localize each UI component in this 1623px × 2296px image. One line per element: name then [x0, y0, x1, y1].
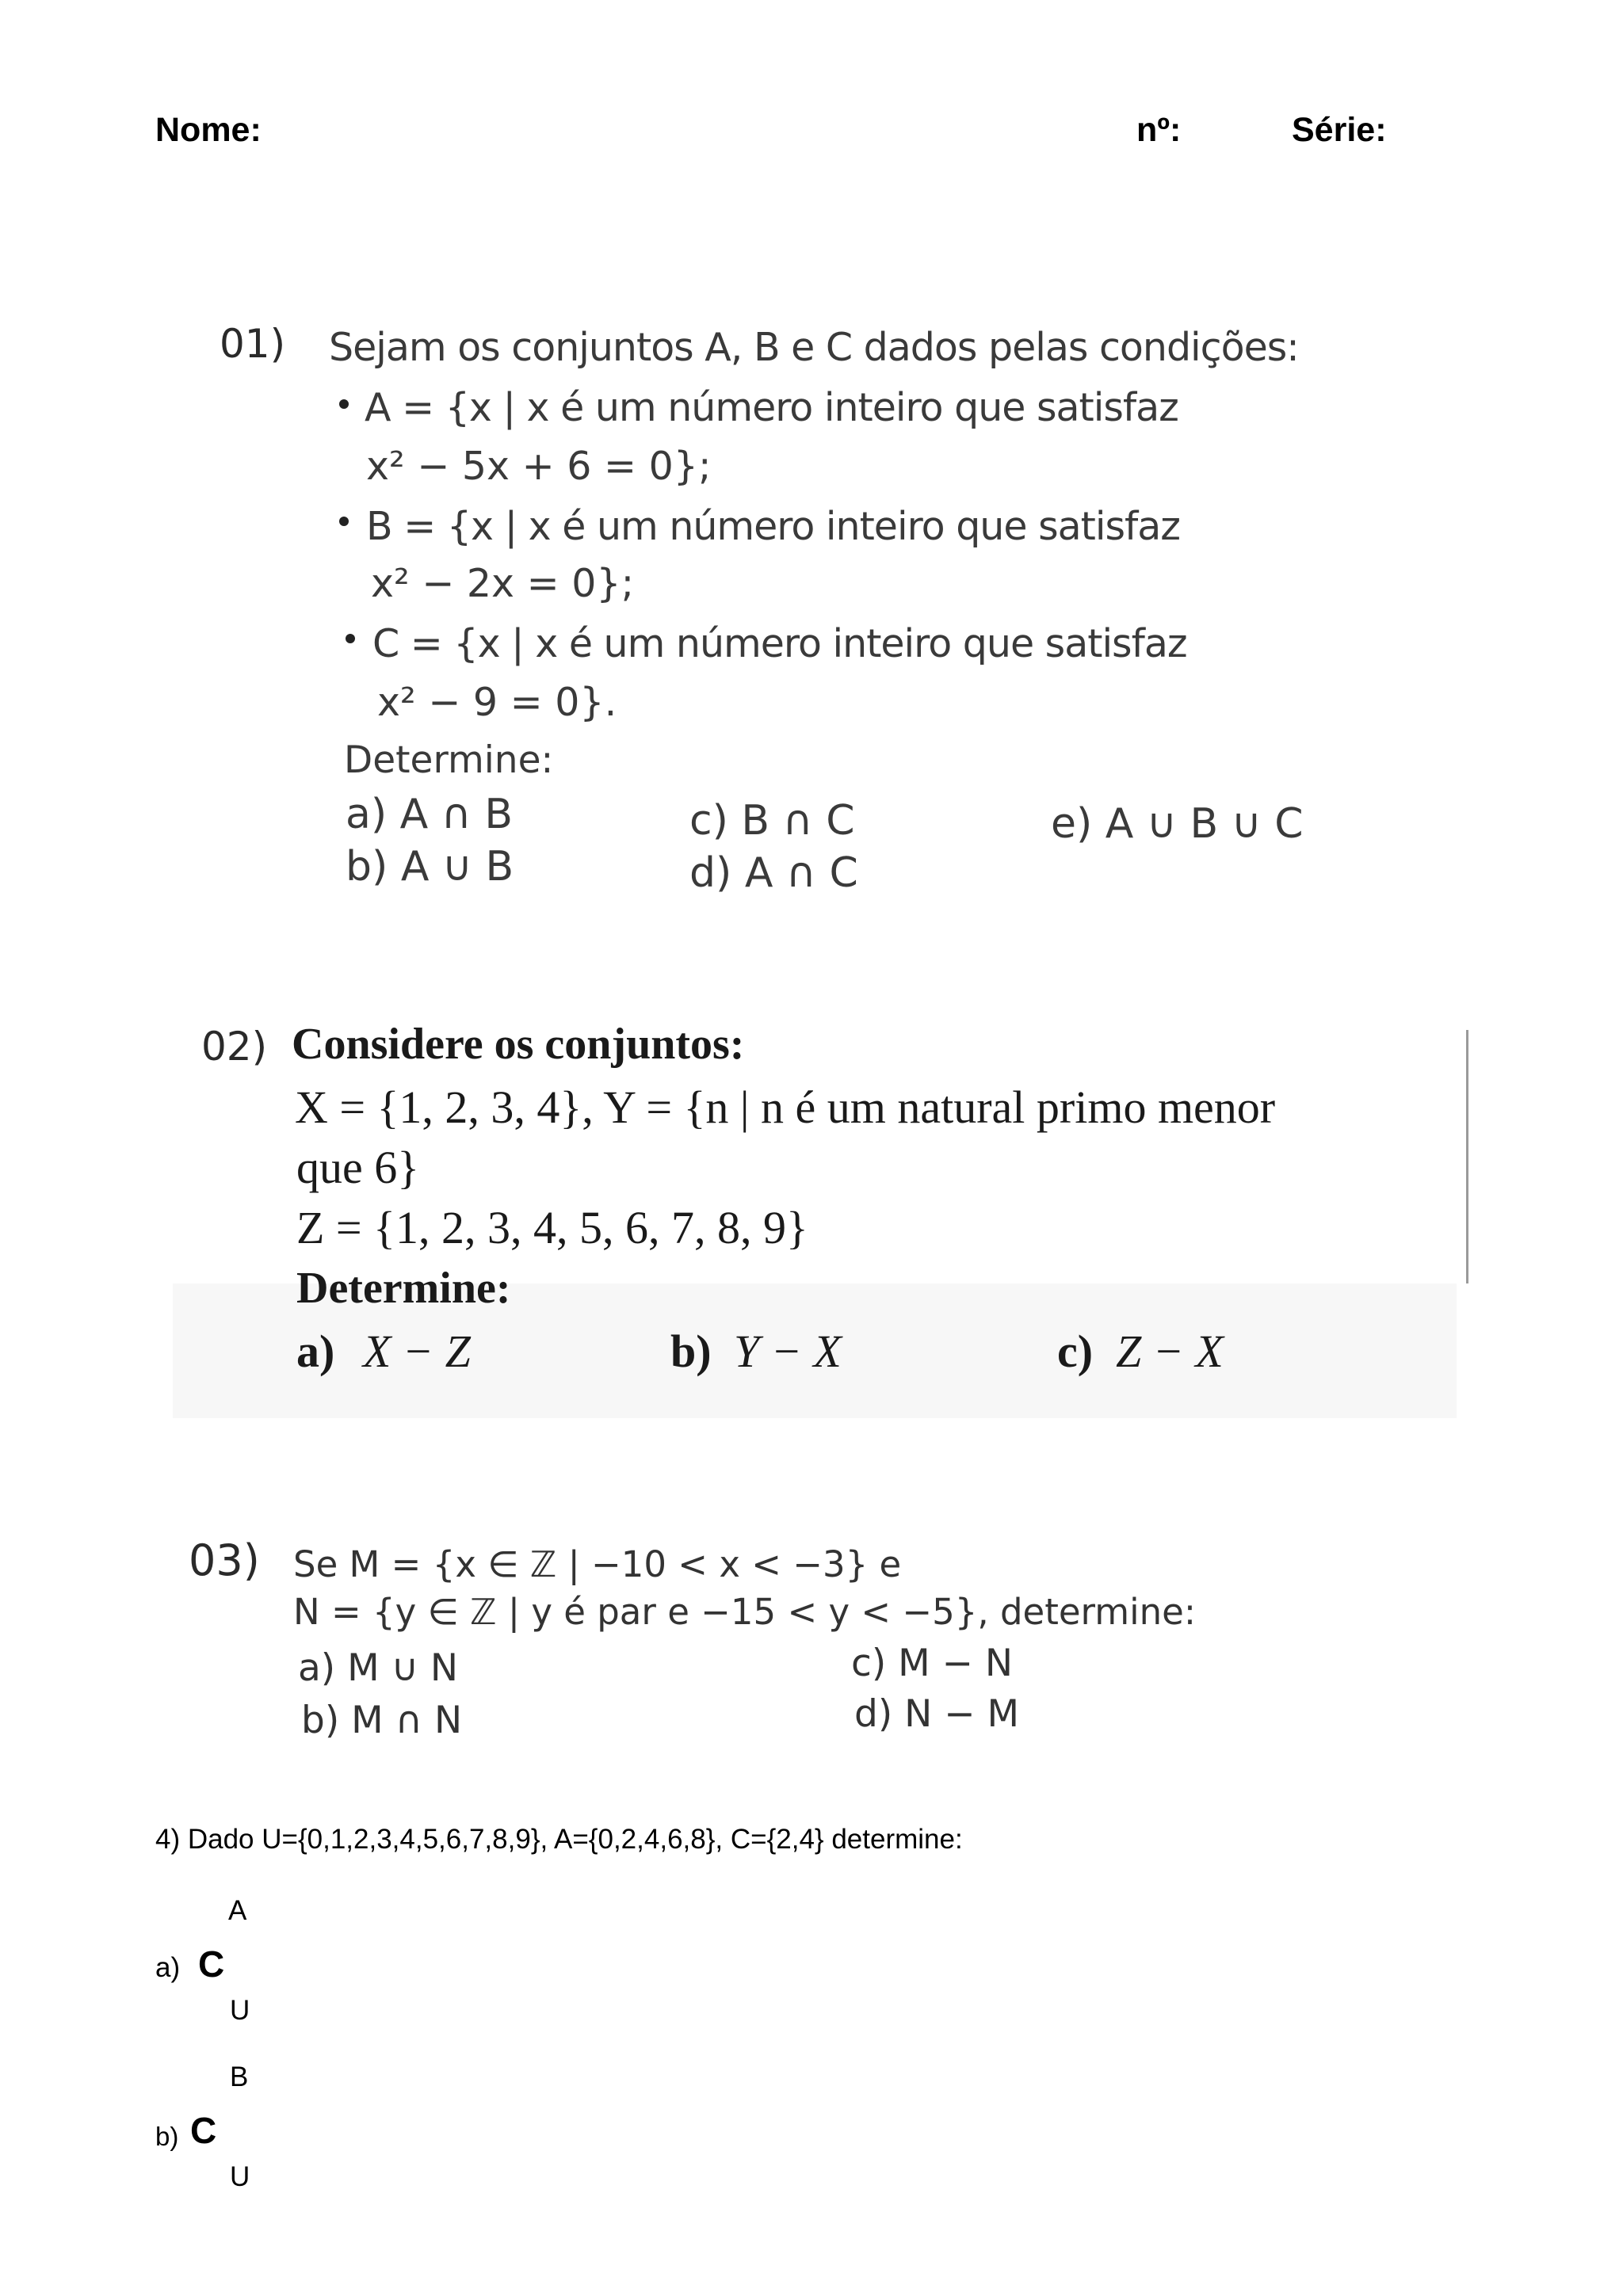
q3-item-a: a) M ∪ N	[298, 1646, 459, 1690]
q1-set-a-line1: A = {x | x é um número inteiro que satisfaz	[365, 385, 1178, 430]
q2-line1: X = {1, 2, 3, 4}, Y = {n | n é um natural primo menor	[295, 1081, 1276, 1133]
q4-b-label: b)	[155, 2122, 179, 2151]
q3-item-d: d) N − M	[854, 1692, 1020, 1736]
q3-item-c: c) M − N	[851, 1642, 1014, 1685]
q2-number: 02)	[201, 1024, 268, 1070]
q1-set-a-line2: x² − 5x + 6 = 0};	[366, 444, 712, 489]
q2-item-a-expr: X − Z	[363, 1325, 471, 1377]
q3-line2: N = {y ∈ ℤ | y é par e −15 < y < −5}, determine:	[293, 1591, 1196, 1633]
q4-b-sub: U	[230, 2161, 250, 2192]
q4-a-label: a)	[155, 1952, 181, 1983]
q1-determine: Determine:	[344, 738, 554, 782]
q2-determine: Determine:	[296, 1264, 511, 1313]
bullet-c	[346, 634, 355, 643]
grade-label: Série:	[1292, 111, 1387, 149]
q2-intro: Considere os conjuntos:	[292, 1020, 745, 1069]
q1-number: 01)	[220, 321, 286, 367]
q1-item-d: d) A ∩ C	[689, 849, 858, 897]
q1-set-c-line2: x² − 9 = 0}.	[377, 680, 617, 725]
q2-item-b-label: b)	[670, 1325, 712, 1377]
q4-b-sup: B	[230, 2061, 249, 2092]
q3-item-b: b) M ∩ N	[301, 1699, 463, 1742]
q2-item-c-expr: Z − X	[1116, 1325, 1224, 1377]
number-label: nº:	[1136, 111, 1182, 149]
q1-set-b-line2: x² − 2x = 0};	[371, 561, 635, 606]
q2-item-a-label: a)	[296, 1325, 335, 1377]
q4-a-sub: U	[230, 1995, 250, 2026]
q1-set-c-line1: C = {x | x é um número inteiro que satisfaz	[372, 621, 1187, 666]
bullet-b	[339, 517, 349, 526]
q4-b-symbol: C	[190, 2110, 217, 2151]
q2-line3: Z = {1, 2, 3, 4, 5, 6, 7, 8, 9}	[296, 1202, 808, 1253]
q4-statement: 4) Dado U={0,1,2,3,4,5,6,7,8,9}, A={0,2,4,6,8}, C={2,4} determine:	[155, 1824, 963, 1855]
q1-item-a: a) A ∩ B	[346, 791, 514, 838]
q1-item-b: b) A ∪ B	[346, 843, 514, 891]
q3-line1: Se M = {x ∈ ℤ | −10 < x < −3} e	[293, 1543, 902, 1585]
q1-item-e: e) A ∪ B ∪ C	[1051, 800, 1304, 848]
q2-line2: que 6}	[296, 1142, 420, 1193]
q4-a-sup: A	[228, 1895, 247, 1926]
q1-item-c: c) B ∩ C	[689, 797, 855, 845]
q3-number: 03)	[189, 1535, 260, 1585]
name-label: Nome:	[155, 111, 262, 149]
q4-a-symbol: C	[198, 1943, 225, 1985]
q2-item-c-label: c)	[1057, 1325, 1094, 1377]
scan-edge	[1466, 1030, 1468, 1283]
bullet-a	[339, 399, 349, 409]
q2-item-b-expr: Y − X	[734, 1325, 842, 1377]
q1-set-b-line1: B = {x | x é um número inteiro que satisfaz	[366, 504, 1180, 549]
q1-intro: Sejam os conjuntos A, B e C dados pelas condições:	[329, 325, 1299, 370]
